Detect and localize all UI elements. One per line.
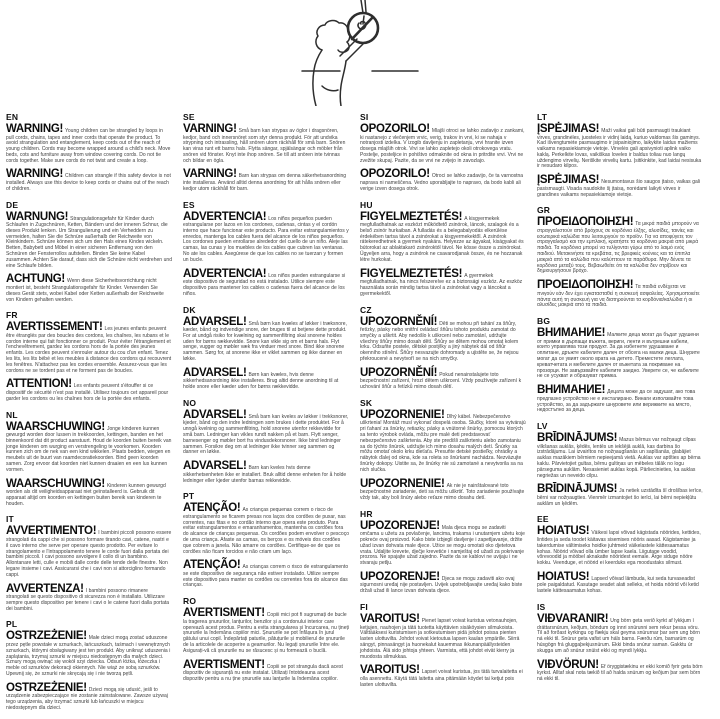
warning-title: VIÐVARANIR!	[537, 613, 609, 626]
warning-paragraph	[537, 385, 703, 414]
language-code: GR	[537, 205, 551, 216]
warning-paragraph	[6, 422, 172, 474]
warning-title: HOIATUS!	[537, 570, 590, 583]
warning-body: Maži vaikai gali būti pasmaugti traukiant virves, grandinėles, juosteles ir vidinį laidą, kuriuo valdomas šis gaminys. Kad išvengtumėte pasmaugimo ir įsipainiojimo, laikykite laidus mažiems vaikams nepasiekiamoje vietoje. Virvelės gali apsivynioti aplink vaiko kaklą. Perkelkite lovas, vaikiškas loveles ir baldus toliau nuo langų uždengimo virvelių. Neriškite virvelių kartu. Įsitikinkite, kad laidai nesisuka ir nesudaro kilpos.	[537, 128, 702, 170]
warning-body: Les jeunes enfants peuvent être étranglés par des boucles des cordons, les chaînes, les rubans et le cordon interne qui fait fonctionner ce produit. Pour éviter l'étranglement et l'enchevêtrement, gardez les cordons hors de la portée des jeunes enfants. Les cordes peuvent s'enrouler autour du cou d'un enfant. Tenez les lits, les lits bébé et les meubles à distance des cordons qui recouvrent les fenêtres. N'attachez pas les cordes ensemble. Assurez-vous que les cordons ne se tordent pas et ne forment pas de boucles.	[6, 326, 172, 374]
language-code: HR	[360, 508, 373, 519]
warning-paragraph	[183, 269, 349, 298]
warning-paragraph	[183, 368, 349, 391]
column-2	[183, 112, 349, 719]
warning-paragraph	[537, 124, 703, 170]
cord-line	[365, 0, 366, 12]
language-code: PL	[6, 619, 18, 630]
warning-paragraph	[183, 560, 349, 589]
warning-body: Ung börn geta verið kyrkt af lykkjum í dráttarsnúrum, keðjum, böndum og innri snúrunni sem rekur þessa vöru. Til að forðast kyrkingu og flækju skal geyma snúrurnar þar sem ung börn ná ekki til. Snúrur geta vafist um háls barns. Færðu rúm, barnarúm og húsgögn frá gluggaþekjusnúrum. Ekki binda snúrur saman. Gakktu úr skugga um að snúrur snúist ekki og myndi lykkju.	[537, 618, 700, 654]
column-1	[6, 112, 172, 719]
warning-title: OPOZORILO!	[360, 168, 430, 181]
warning-paragraph	[537, 660, 703, 683]
section-es	[183, 200, 349, 298]
language-code: EN	[6, 112, 19, 122]
section-hr	[360, 509, 526, 595]
child-head	[316, 21, 350, 50]
language-code: DK	[183, 304, 196, 315]
warning-title: ĮSPĖJIMAS!	[537, 123, 600, 135]
child-arm-down	[322, 86, 338, 91]
warning-paragraph	[537, 280, 703, 309]
warning-body: Otroci se lahko zadavijo, če ta varnostna naprava ni nameščena. Vedno uporabljajte to napravo, da bodo kabli ali verige izven dosega otrok.	[360, 173, 524, 192]
section-si	[360, 112, 526, 193]
section-ro	[183, 596, 349, 682]
warning-paragraph	[537, 526, 703, 566]
warning-body: Ak nie je nainštalované toto bezpečnostné zariadenie, deti sa môžu uškrtiť. Toto zariadenie používajte vždy tak, aby boli šnúry alebo reťaze mimo dosahu detí.	[360, 482, 525, 501]
warning-body: Mazus bērnus var nožņaugt cilpas vilkšanas auklās, ķēdēs, lentēs un iekšējā auklā, kas darbina šo izstrādājumu. Lai izvairītos no nožņaugšanās un sapīšanās, glabājiet auklas mazākiem bērniem nepieejamā vietā. Auklas var aptīties ap bērna kaklu. Pārvietojiet gultas, bērnu gultiņas un mēbeles tālāk no logu pārseguma auklām. Nesasieniet auklas kopā. Pārliecinieties, ka auklas negriežas un neveido cilpu.	[537, 437, 701, 479]
warning-body: Nesumontavus šio saugos įtaiso, vaikas gali pasismaugti. Visada naudokite šį įtaisą, norėdami laikyti virves ir grandines vaikams nepasiekiamoje vietoje.	[537, 179, 701, 198]
warning-body: Djeca se mogu zadaviti ako ovaj sigurnosni uređaj nije postavljen. Uvijek upotrebljavajte uređaj kako biste držali užad ili lance izvan dohvata djece.	[360, 575, 523, 595]
language-columns	[0, 106, 720, 719]
warning-paragraph	[183, 660, 349, 683]
warning-title: ВНИМАНИЕ!	[537, 327, 606, 340]
language-code: FI	[360, 602, 368, 613]
warning-body: Strangulationsgefahr für Kinder durch Schlaufen in Zugschnüren, Ketten, Bändern und der inneren Schnur, die dieses Produkt lenken. Um Strangulierung und ein Verheddern zu vermeiden, halten Sie die Schnüre außerhalb der Reichweite von Kleinkindern. Schnüre können sich um den Hals eines Kindes wickeln. Betten, Babybett und Möbel in einer sicheren Entfernung von den Schnüren der Fensterrollos aufstellen. Binden Sie keine Kabel zusammen. Achten Sie darauf, dass sich die Schnüre nicht verdrehen und eine Schlaufe bilden.	[6, 215, 172, 269]
illustration-area	[0, 0, 720, 106]
section-lt	[537, 112, 703, 198]
warning-paragraph	[537, 217, 703, 275]
language-code: EE	[537, 514, 549, 525]
section-dk	[183, 305, 349, 391]
language-code: SE	[183, 112, 195, 122]
warning-body: Barn kan strypas om denna säkerhetsanordning inte installeras. Använd alltid denna anordning för att hålla snören eller kedjor utom räckhåll för barn.	[183, 173, 347, 192]
warning-paragraph	[6, 584, 172, 613]
warning-paragraph	[360, 410, 526, 474]
cord-line	[361, 0, 363, 13]
warning-body: I bambini possono rimanere strangolati se questo dispositivo di sicurezza non è installato. Utilizzare sempre questo dispositivo per tenere i cavi o le catene fuori dalla portata dei bambini.	[6, 587, 170, 612]
warning-body: I bambini piccoli possono essere strangolati da cappi che si possono formare tirando cavi, catene, nastri e il cavo interno che serve per operare questo prodotto. Per evitare lo strangolamento e l'intrappolamento tenere le corde fuori dalla portata dei bambini piccoli. I cavi possono avvolgere il collo di un bambino. Allontanare letti, culle e mobili dalle corde delle tende delle finestre. Non legare insieme i cavi. Assicurarsi che i cavi non si attorciglino formando cappi.	[6, 530, 172, 578]
section-fr	[6, 310, 172, 402]
warning-body: Copiii se pot strangula dacă acest dispozitiv de siguranță nu este instalat. Utilizați întotdeauna acest dispozitiv pentru a nu ține șnururile sau lanțurile la îndemâna copiilor.	[183, 663, 343, 682]
warning-title: WAARSCHUWING!	[6, 420, 105, 433]
warning-body: Dlhý kábel. Nebezpečenstvo uškrtenia! Montáž musí vykonať dospelá osoba. Slučky, ktoré sa vytvárajú pri ťahaní za šnúrky, retiazky, pásky a vnútorné šnúrky, pomocou ktorých sa tento výrobok ovláda, môžu pre malé deti predstavovať nebezpečenstvo zaškrtenia. Aby ste predišli zaškrteniu alebo zamotaniu sa do týchto šnúrok, udržujte ich mimo dosahu malých detí. Šnúrky sa môžu omotať okolo krku dieťaťa. Presuňte detské postieľky, ohrádky a nábytok ďalej od okna, kde sa roleta so šnúrkami nachádza. Nezväzujte šnúrky dokopy. Uistite sa, že šnúrky nie sú zamotané a nevytvorila sa na nich slučka.	[360, 413, 526, 473]
warning-paragraph	[360, 479, 526, 502]
warning-body: Ja netiek uzstādīta šī drošības ierīce, bērni var nožņaugties. Vienmēr izmantojiet šo ierīci, lai bērni nepiekļūtu auklām un ķēdēm.	[537, 488, 703, 507]
warning-body: Väikesi lapsi võivad kägistada nöörides, kettides, lintides ja seda toodet käitavas sisemises nööris aasad. Kägistamise ja takerdumise vältimiseks hoidke juhtmeid väikelastele kättesaamatus kohas. Nöörid võivad olla ümber lapse kaela. Liigutage voodid, võrevoodid ja mööbel aknakatte nööridest eemale. Ärge siduge nööre kokku. Veenduge, et nöörid ei keerduks ega moodustaks silmust.	[537, 530, 701, 567]
section-it	[6, 514, 172, 612]
section-no	[183, 398, 349, 484]
warning-body: Mlajši otroci se lahko zadavijo z zankami, ki nastanejo z vlečenjem vrvic, verig, trakov in vrvi, ki se nahaja v notranjosti izdelka. V izogib davljenju in zapletanju, vrvi hranite izven dosega mlajših otrok. Vrvi se lahko zapletejo okoli otrokovega vratu. Postelje, posteljice in pohištvo odmaknite od okna in pritrdite vrvi. Vrvi ne zvežite skupaj. Pazite, da se vrvi ne zvijejo in zavozlajo.	[360, 128, 525, 164]
warning-title: ATTENTION!	[6, 378, 72, 391]
warning-title: UPOZORENJE!	[360, 570, 440, 583]
warning-paragraph	[6, 683, 172, 712]
section-pl	[6, 619, 172, 711]
section-gr	[537, 205, 703, 309]
section-en	[6, 112, 172, 193]
warning-title: ADVERTENCIA!	[183, 210, 267, 223]
warning-body: Małe dzieci mogą zostać uduszone przez pętle powstałe w sznurkach, łańcuszkach, taśmach i wewnętrznych sznurkach, którymi obsługiwany jest ten produkt. Aby uniknąć uduszenia i zaplątania, trzymaj sznurki w miejscu niedostępnym dla małych dzieci. Sznury mogą owinąć się wokół szyi dziecka. Odsuń łóżka, łóżeczka i meble od sznurków dekoracji okiennych. Nie wiąż ze sobą sznurków. Upewnij się, że sznurki nie skręcają się i nie tworzą pętli.	[6, 635, 171, 677]
warning-title: UPOZORENJE!	[360, 519, 440, 532]
section-ee	[537, 514, 703, 595]
warning-paragraph	[183, 317, 349, 363]
warning-title: ATENÇÃO!	[183, 559, 241, 572]
warning-body: Los niños pequeños pueden estrangularse por lazos en los cordones, cadenas, cintas y el cordón interno que hace funcionar este producto. Para evitar estrangulamientos y enredos, mantenga los cables fuera del alcance de los niños pequeños. Los cordones pueden enrollarse alrededor del cuello de un niño. Aleje las camas, las cunas y los muebles de los cables que cubren las ventanas. No ate los cables. Asegúrese de que los cables no se tuerzan y formen un bucle.	[183, 215, 349, 263]
warning-title: AVERTISSEMENT!	[6, 321, 103, 334]
warning-body: Pokud nenainstalujete toto bezpečnostní zařízení, hrozí dětem uškrcení. Vždy používejte zařízení k uchování šňůr a řetízků mimo dosah dětí.	[360, 371, 522, 391]
warning-paragraph	[360, 317, 526, 363]
warning-body: Les enfants peuvent s'étouffer si ce dispositif de sécurité n'est pas installé. Utilisez toujours cet appareil pour garder les cordons ou les chaînes hors de la portée des enfants.	[6, 383, 169, 402]
warning-paragraph	[6, 212, 172, 270]
warning-title: VARNING!	[183, 123, 237, 135]
child-front	[340, 61, 346, 106]
language-code: NO	[183, 397, 197, 408]
language-code: SI	[360, 112, 369, 122]
warning-body: Děti se mohou při tahání za šňůry, řetízky, pásky nebo vnitřní ovládací šňůru tohoto produktu zamotat do smyčky a uškrtit. Aby nedošlo k uškrcení nebo zamotání, udržujte všechny šňůry mimo dosah dětí. Šňůry se dětem mohou omotat kolem krku. Odsuňte postele, dětské postýlky a jiný nábytek dál od šňůr okenního stínění. Šňůry nesvazujte dohromady a ujistěte se, že nejsou překroucené a nevytvoří se na nich smyčky.	[360, 320, 519, 363]
warning-paragraph	[183, 503, 349, 555]
language-code: LT	[537, 112, 548, 122]
warning-paragraph	[6, 169, 172, 192]
warning-body: Children can strangle if this safety device is not installed. Always use this device to keep cords or chains out of the reach of children.	[6, 173, 171, 192]
warning-title: ΠΡΟΕΙΔΟΠΟΙΗΣΗ!	[537, 216, 634, 229]
warning-title: UPOZORNENIE!	[360, 408, 445, 421]
language-code: NL	[6, 409, 18, 420]
warning-body: Ef öryggistækinu er ekki komið fyrir geta börn kyrkst. Alltaf skal nota tækið til að halda snúrum og keðjum þar sem börn ná ekki til.	[537, 663, 703, 682]
language-code: IS	[537, 602, 546, 613]
warning-paragraph	[183, 212, 349, 264]
warning-title: OSTRZEŻENIE!	[6, 630, 87, 643]
section-bg	[537, 316, 703, 414]
warning-paragraph	[537, 572, 703, 595]
warning-paragraph	[360, 572, 526, 595]
column-3	[360, 112, 526, 719]
language-code: BG	[537, 316, 551, 327]
warning-paragraph	[537, 328, 703, 380]
warning-paragraph	[360, 665, 526, 688]
warning-body: Jonge kinderen kunnen gewurgd worden door lussen in trekkoorden, kettingen, banden en het binnenkoord dat dit product aanstuurt. Houd de koorden buiten bereik van jonge kinderen om wurging en verstrengeling te voorkomen. Koorden kunnen zich om de nek van een kind wikkelen. Plaats bedden, wiegen en meubels uit de buurt van raamdecoratiekoorden. Bind geen koorden samen. Zorg ervoor dat koorden niet kunnen draaien en een lus kunnen vormen.	[6, 425, 172, 473]
warning-body: Dzieci mogą się udusić, jeśli to urządzenie zabezpieczające nie zostanie zainstalowane. Zawsze używaj tego urządzenia, aby trzymać sznurki lub łańcuszki w miejscu niedostępnym dla dzieci.	[6, 686, 168, 711]
language-code: HU	[360, 199, 373, 210]
warning-body: Små barn kan kveles av løkker i trekksnorer, kjeder, bånd og den indre ledningen som brukes i dette produktet. For å unngå kvelning og sammenfiltring, hold snorene utenfor rekkevidde for små barn. Ledninger kan vikles rundt nakken på et barn. Flytt senger, barnesenger og møbler bort fra vindusdekorsnorer. Ikke bind ledninger sammen. Forsikre deg om at ledninger ikke tvinner seg sammen og danner en løkke.	[183, 413, 349, 456]
section-fi	[360, 602, 526, 688]
warning-body: Τα παιδιά ενδέχεται να πνιγούν εάν δεν έχει εγκατασταθεί η συσκευή ασφαλείας. Χρησιμοποιείτε πάντα αυτή τη συσκευή για να διατηρούνται τα κορδόνια/καλώδια ή οι αλυσίδες μακριά από τα παιδιά.	[537, 284, 700, 309]
warning-paragraph	[360, 614, 526, 660]
warning-paragraph	[6, 124, 172, 164]
warning-body: Τα μικρά παιδιά μπορούν να στραγγαλιστούν από βρόχους σε κορδόνια έλξης, αλυσίδες, ταινίες και εσωτερικά καλώδια που λειτουργούν το προϊόν. Για να αποφύγετε τον στραγγαλισμό και την εμπλοκή, κρατήστε τα κορδόνια μακριά από μικρά παιδιά. Τα κορδόνια μπορεί να τυλίγονται γύρω από το λαιμό ενός παιδιού. Μετακινήστε τα κρεβάτια, τις βρεφικές κούνιες και τα έπιπλα μακριά από τα καλώδια που καλύπτουν τα παράθυρα. Μην δένετε τα κορδόνια μεταξύ τους. Βεβαιωθείτε ότι τα καλώδια δεν στρίβουν και δημιουργήσουν βρόχο.	[537, 221, 699, 275]
warning-title: ADVARSEL!	[183, 366, 247, 379]
warning-body: Copiii mici pot fi sugrumați de bucle la tragerea șnururilor, lanțurilor, benzilor și a cordonului interior care operează acest produs. Pentru a evita strangularea și încurcarea, nu țineți șnururile la îndemâna copiilor mici. Șnururile se pot înfășura în jurul gâtului unui copil. Îndepărtați paturile, pătuțurile și mobilierul de șnururile de la articolele de acoperire a geamurilor. Nu legați șnururile între ele. Asigurați-vă că șnururile nu se răsucesc și nu formează o buclă.	[183, 612, 349, 654]
warning-paragraph	[6, 322, 172, 374]
warning-body: Barn kan kveles hvis denne sikkerhetsenheten ikke er installert. Bruk alltid denne enheten for å holde ledninger eller kjeder utenfor barnas rekkevidde.	[183, 465, 347, 484]
warning-title: OPOZORILO!	[360, 123, 430, 135]
warning-paragraph	[6, 479, 172, 508]
warning-title: WARNING!	[6, 123, 64, 135]
warning-body: Малките деца могат да бъдат удушени от примки в дърпащи въжета, вериги, ленти и вътрешни кабели, които управлява този продукт. За да избегнете удушаване и оплитане, дръжте кабелите далеч от обсега на малки деца. Шнурите могат да се увият около врата на детето. Преместете леглата, креватчетата и мебелите далеч от въжетата за покриване на прозорци. Не завързвайте кабелите заедно. Уверете се, че кабелите не се усукват и образуват примка.	[537, 332, 700, 380]
warning-title: BRĪDINĀJUMS!	[537, 432, 618, 445]
warning-body: Kinderen kunnen gewurgd worden als dit veiligheidsapparaat niet geïnstalleerd is. Gebruik dit apparaat altijd om koorden en kettingen buiten bereik van kinderen te houden.	[6, 482, 166, 507]
warning-title: AVVERTENZA!	[6, 582, 84, 595]
warning-title: WARNUNG!	[6, 210, 69, 223]
warning-title: UPOZORNĚNÍ!	[360, 315, 438, 328]
warning-paragraph	[360, 124, 526, 164]
warning-paragraph	[6, 274, 172, 303]
warning-body: Lapset voivat kuristua, jos tätä turvalaitetta ei olla asennettu. Käytä tätä laitetta aina pitämään köydet tai ketjut pois lasten ulottuvilta.	[360, 669, 523, 688]
warning-paragraph	[537, 433, 703, 479]
warning-title: ADVARSEL!	[183, 315, 247, 328]
warning-title: FIGYELMEZTETÉS!	[360, 210, 463, 223]
section-lv	[537, 421, 703, 507]
language-code: DE	[6, 199, 19, 210]
warning-body: Børn kan kvæles, hvis denne sikkerhedsanordning ikke installeres. Brug altid denne anordning til at holde snore eller kæder uden for børns rækkevidde.	[183, 371, 339, 391]
warning-paragraph	[537, 175, 703, 198]
warning-paragraph	[537, 484, 703, 507]
warning-title: AVERTISMENT!	[183, 607, 265, 620]
warning-body: Los niños pueden estrangularse si este dispositivo de seguridad no está instalado. Utilice siempre este dispositivo para mantener los cables o cadenas fuera del alcance de los niños.	[183, 272, 346, 297]
section-sk	[360, 398, 526, 502]
language-code: ES	[183, 199, 195, 210]
warning-body: Wenn diese Sicherheitsvorrichtung nicht montiert ist, besteht Strangulationsgefahr für Kinder. Verwenden Sie dieses Gerät stets, wobei Kabel oder Ketten außerhalb der Reichweite von Kindern gehalten werden.	[6, 278, 164, 303]
warning-title: ADVERTENCIA!	[183, 267, 267, 280]
language-code: LV	[537, 421, 548, 432]
warning-paragraph	[183, 124, 349, 164]
warning-title: ВНИМАНИЕ!	[537, 384, 606, 397]
warning-body: Små børn kan kvæles af løkker i træksnore, kæder, bånd og indvendige snore, der bruges til at betjene dette produkt. For at undgå risiko for kvælning og sammenfiltring skal snorene holdes uden for børns rækkevidde. Snore kan vikle sig om et barns hals. Flyt senge, vugger og møbler væk fra vinduer med snore. Bind ikke snorene sammen. Sørg for, at snorene ikke er viklet sammen og ikke danner en løkke.	[183, 320, 347, 363]
warning-body: Mala djeca mogu se zadaviti omčama u užetu za povlačenje, lancima, trakama i unutarnjem užetu koje pokreće ovaj proizvod. Kako biste izbjegli davljenje i zapetljavanje, držite užad izvan dohvata male djece. Užice se mogu omotati oko djetetova vrata. Udaljite krevete, dječje krevetiće i namještaj od užadi za pokrivanje prozora. Ne spajajte užad zajedno. Pazite da se kablovi ne uvijaju i ne stvaraju petlju.	[360, 524, 525, 567]
warning-title: ΠΡΟΕΙΔΟΠΟΙΗΣΗ!	[537, 279, 634, 292]
language-code: IT	[6, 514, 14, 525]
language-code: FR	[6, 310, 18, 321]
warning-paragraph	[6, 379, 172, 402]
section-pt	[183, 491, 349, 589]
child-back	[313, 50, 322, 106]
warning-paragraph	[6, 526, 172, 578]
warning-paragraph	[360, 212, 526, 264]
warning-title: ATENÇÃO!	[183, 502, 241, 515]
section-cz	[360, 305, 526, 391]
warning-title: OSTRZEŻENIE!	[6, 681, 87, 694]
section-is	[537, 602, 703, 683]
warning-body: As crianças pequenas correm o risco de estrangulamento se ficarem presas nos laços dos cordões de puxar, nas correntes, nas fitas e no cordão interno que opera este produto. Para evitar estrangulamentos e emaranhamentos, mantenha os cordões fora do alcance de crianças pequenas. Os cordões podem envolver o pescoço de uma criança. Afaste as camas, os berços e os móveis dos cordões que cobrem a janela. Não amarre os cordões. Certifique-se de que os cordões não ficam torcidos e não criam um laço.	[183, 507, 349, 555]
warning-title: VAROITUS!	[360, 613, 420, 626]
warning-title: UPOZORNENIE!	[360, 477, 445, 490]
warning-paragraph	[183, 608, 349, 654]
warning-body: Pienet lapset voivat kuristua vetonauhojen, ketjujen, nauhojen ja tätä tuotetta käyttävien sisäköysien silmukoista. Välttääksesi kuristumisen ja sotkeutumisen pidä johdot poissa pienten lasten ulottuvilta. Johdot voivat kietoutua lapsen kaulan ympärille. Siirrä sängyt, pinnasängyt ja huonekalut kauemmas ikkunanpäällysteiden johdoista. Älä sido johtoja yhteen. Varmista, että johdot eivät kierry ja muodosta silmukkaa.	[360, 618, 520, 660]
column-4	[537, 112, 703, 719]
warning-paragraph	[183, 410, 349, 456]
warning-title: WAARSCHUWING!	[6, 477, 105, 490]
section-nl	[6, 410, 172, 508]
warning-title: FIGYELMEZTETÉS!	[360, 267, 463, 280]
warning-title: ADVARSEL!	[183, 460, 247, 473]
warning-title: VARNING!	[183, 168, 237, 181]
warning-title: AVVERTIMENTO!	[6, 525, 97, 538]
warning-body: As crianças correm o risco de estrangulamento se este dispositivo de segurança não estiver instalado. Utilize sempre este dispositivo para manter os cordões ou correntes fora do alcance das crianças.	[183, 564, 349, 589]
warning-title: HOIATUS!	[537, 525, 590, 538]
warning-paragraph	[360, 169, 526, 192]
child-cord-warning-illustration	[260, 0, 460, 106]
warning-body: Små barn kan strypas av öglor i dragsnören, kedjor, band och innersnöret som styr denna produkt. För att undvika strypning och intrassling, håll snören utom räckhåll för små barn. Snören kan viras runt ett barns hals. Flytta sängar, spjälsängar och möbler från snören vid fönster. Knyt inte ihop snören. Se till att snören inte tvinnas och bildar en ögla.	[183, 128, 346, 164]
section-hu	[360, 200, 526, 298]
warning-paragraph	[183, 169, 349, 192]
warning-title: AVERTISMENT!	[183, 658, 265, 671]
warning-title: UPOZORNĚNÍ!	[360, 366, 438, 379]
warning-title: ACHTUNG!	[6, 273, 65, 286]
section-se	[183, 112, 349, 193]
child-face	[338, 42, 349, 52]
warning-body: Young children can be strangled by loops in pull cords, chains, tapes and inner cords that operate the product. To avoid strangulation and entanglement, keep cords out of the reach of young children. Cords may become wrapped around a child's neck. Move beds, cots and furniture away from window covering cords. Do not tie cords together. Make sure cords do not twist and create a loop.	[6, 128, 171, 164]
prohibition-slash-icon	[352, 17, 373, 39]
warning-title: VIÐVÖRUN!	[537, 658, 599, 671]
language-code: SK	[360, 397, 373, 408]
warning-paragraph	[183, 461, 349, 484]
warning-paragraph	[360, 368, 526, 391]
language-code: PT	[183, 491, 195, 502]
warning-paragraph	[6, 631, 172, 677]
warning-body: Децата може да се задушат, ако това предпазно устройство не е инсталирано. Винаги използвайте това устройство, за да задържате шнуровете или верижките на място, недостъпно за деца.	[537, 389, 696, 414]
section-de	[6, 200, 172, 304]
warning-paragraph	[360, 521, 526, 567]
warning-body: Lapsed võivad lämbuda, kui seda turvaseadist pole paigaldatud. Kasutage seadet alati selleks, et hoida nöörid või ketid lastele kättesaamatus kohas.	[537, 575, 699, 595]
language-code: RO	[183, 596, 197, 607]
warning-paragraph	[537, 614, 703, 654]
warning-title: VAROITUS!	[360, 664, 420, 677]
warning-body: A gyermekek megfulladhatnak, ha nincs felszerelve ez a biztonsági eszköz. Az eszköz használata során mindig tartsa távol a zsinórokat vagy a láncokat a gyermekektől.	[360, 272, 523, 297]
warning-body: A kisgyermekek megfulladhatnak az eszközt működtető zsinórok, láncok, szalagok és a belső zsinór hurkaiban. A fulladás és a belegabalyodás elkerülése érdekében tartsa távol a zsinórokat a kisgyermekektől. A zsinórok rátekeredhetnek a gyermek nyakára. Helyezze az ágyakat, kiságyakat és bútorokat az ablaktakaró zsinóroktól távol. Ne kösse össze a zsinórokat. Ügyeljen arra, hogy a zsinórok ne csavarodjanak össze, és ne hozzanak létre hurkokat.	[360, 215, 524, 263]
warning-title: ĮSPĖJIMAS!	[537, 174, 600, 187]
warning-title: ADVARSEL!	[183, 408, 247, 421]
warning-title: WARNING!	[6, 168, 64, 181]
warning-paragraph	[360, 269, 526, 298]
warning-title: BRĪDINĀJUMS!	[537, 483, 618, 496]
language-code: CZ	[360, 304, 372, 315]
